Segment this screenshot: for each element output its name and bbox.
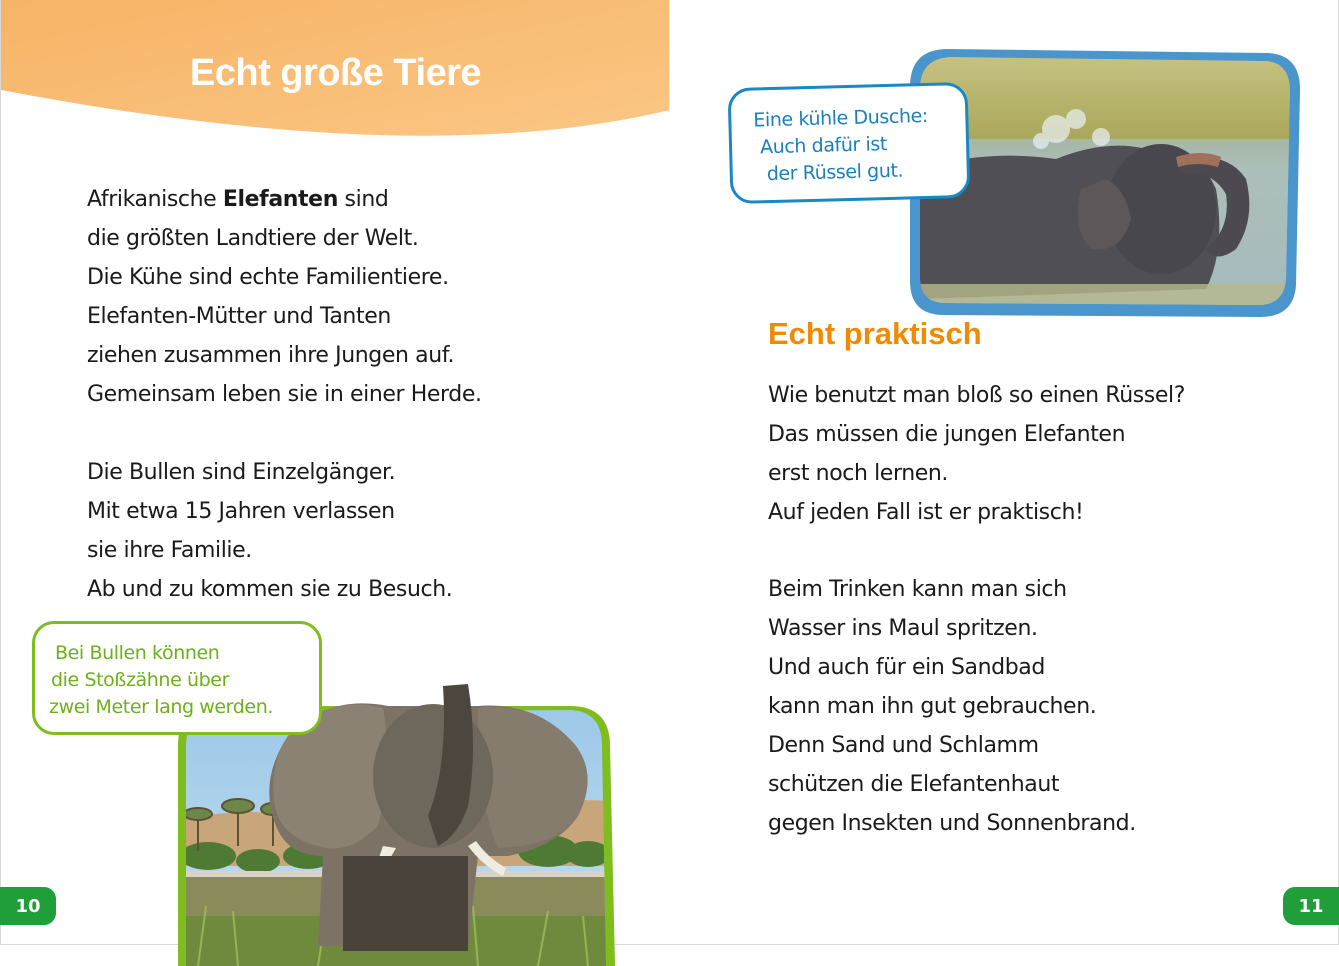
text-line: Beim Trinken kann man sich	[768, 577, 1067, 602]
left-paragraph-2	[87, 453, 452, 609]
tusk-caption-bubble	[32, 621, 322, 735]
caption-line: Eine kühle Dusche:	[753, 104, 929, 132]
text-line: Afrikanische Elefanten sind	[87, 187, 389, 212]
text-line: die größten Landtiere der Welt.	[87, 226, 419, 251]
text-line: sie ihre Familie.	[87, 538, 252, 563]
right-paragraph-1	[768, 376, 1185, 532]
text-line: Das müssen die jungen Elefanten	[768, 422, 1126, 447]
text-line: Wasser ins Maul spritzen.	[768, 616, 1038, 641]
text-line: Gemeinsam leben sie in einer Herde.	[87, 382, 482, 407]
page-number-left: 10	[0, 887, 56, 925]
page-title: Echt große Tiere	[189, 52, 482, 94]
text-line: ziehen zusammen ihre Jungen auf.	[87, 343, 455, 368]
text-line: Die Bullen sind Einzelgänger.	[87, 460, 396, 485]
shower-caption-bubble	[728, 82, 971, 204]
text-line: Ab und zu kommen sie zu Besuch.	[87, 577, 453, 602]
right-paragraph-2	[768, 570, 1136, 843]
page-number-right: 11	[1283, 887, 1339, 925]
section-heading: Echt praktisch	[768, 316, 982, 351]
text-line: schützen die Elefantenhaut	[768, 772, 1060, 797]
text-line: Elefanten-Mütter und Tanten	[87, 304, 391, 329]
caption-line: der Rüssel gut.	[766, 159, 904, 186]
bold-term: Elefanten	[222, 187, 338, 212]
caption-line: zwei Meter lang werden.	[49, 696, 273, 718]
text-line: erst noch lernen.	[768, 461, 949, 486]
text-line: Die Kühe sind echte Familientiere.	[87, 265, 449, 290]
text-line: gegen Insekten und Sonnenbrand.	[768, 811, 1136, 836]
text-line: Wie benutzt man bloß so einen Rüssel?	[768, 383, 1185, 408]
caption-line: die Stoßzähne über	[51, 669, 230, 691]
text-line: Denn Sand und Schlamm	[768, 733, 1039, 758]
african-elephant-photo	[178, 706, 615, 966]
left-paragraph-1	[87, 180, 482, 414]
text-line: kann man ihn gut gebrauchen.	[768, 694, 1097, 719]
text-line: Und auch für ein Sandbad	[768, 655, 1045, 680]
text-line: Mit etwa 15 Jahren verlassen	[87, 499, 395, 524]
caption-line: Bei Bullen können	[55, 642, 220, 664]
text-line: Auf jeden Fall ist er praktisch!	[768, 500, 1084, 525]
caption-line: Auch dafür ist	[759, 133, 888, 159]
